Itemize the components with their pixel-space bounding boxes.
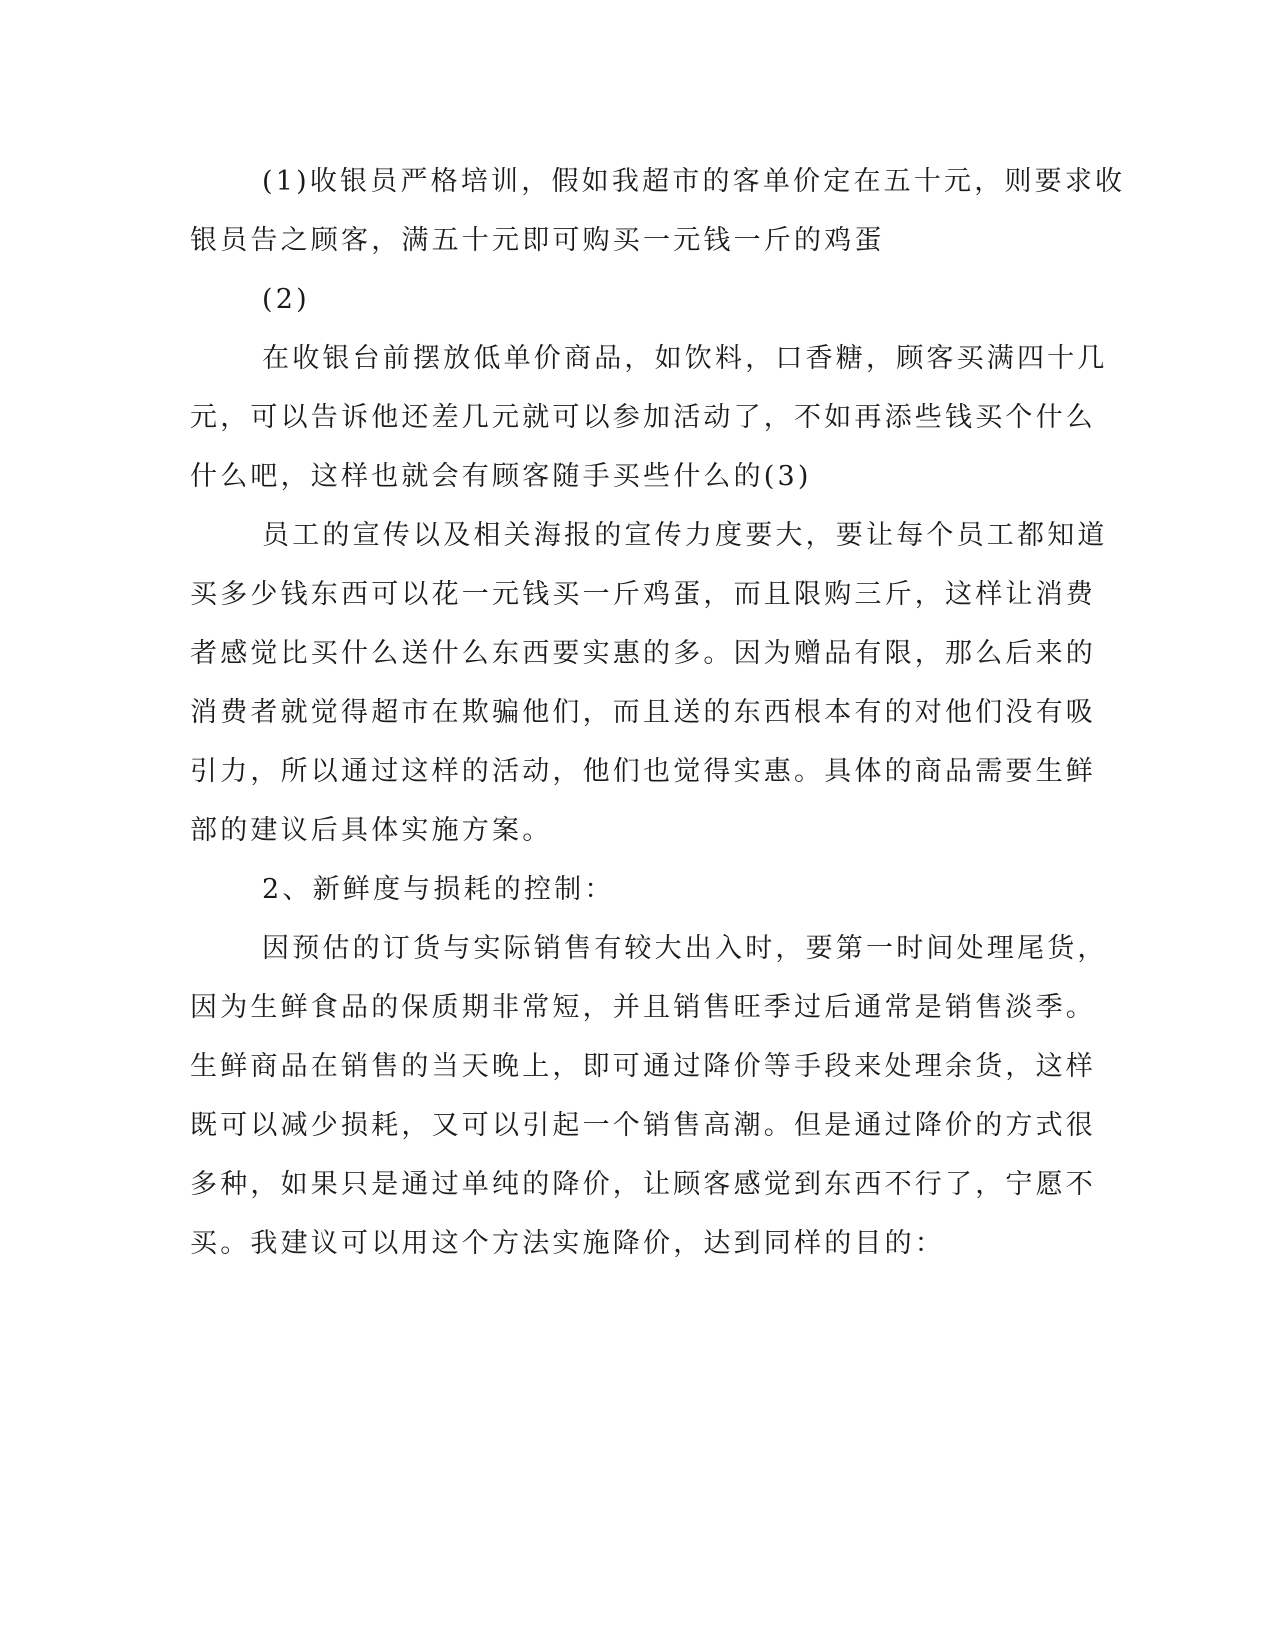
paragraph-1-line-1: (1)收银员严格培训，假如我超市的客单价定在五十元，则要求收: [262, 166, 1126, 197]
paragraph-4-line-4: 消费者就觉得超市在欺骗他们，而且送的东西根本有的对他们没有吸: [190, 697, 1096, 728]
paragraph-3-line-1: 在收银台前摆放低单价商品，如饮料，口香糖，顾客买满四十几: [262, 343, 1108, 374]
paragraph-3-line-2: 元，可以告诉他还差几元就可以参加活动了，不如再添些钱买个什么: [190, 402, 1096, 433]
section-heading: 2、新鲜度与损耗的控制：: [262, 874, 615, 905]
paragraph-4-line-1: 员工的宣传以及相关海报的宣传力度要大，要让每个员工都知道: [262, 520, 1108, 551]
paragraph-5-line-5: 多种，如果只是通过单纯的降价，让顾客感觉到东西不行了，宁愿不: [190, 1169, 1096, 1200]
paragraph-5-line-3: 生鲜商品在销售的当天晚上，即可通过降价等手段来处理余货，这样: [190, 1051, 1096, 1082]
paragraph-4-line-3: 者感觉比买什么送什么东西要实惠的多。因为赠品有限，那么后来的: [190, 638, 1096, 669]
paragraph-4-line-2: 买多少钱东西可以花一元钱买一斤鸡蛋，而且限购三斤，这样让消费: [190, 579, 1096, 610]
paragraph-4-line-6: 部的建议后具体实施方案。: [190, 815, 553, 846]
paragraph-5-line-1: 因预估的订货与实际销售有较大出入时，要第一时间处理尾货，: [262, 933, 1108, 964]
paragraph-4-line-5: 引力，所以通过这样的活动，他们也觉得实惠。具体的商品需要生鲜: [190, 756, 1096, 787]
paragraph-5-line-6: 买。我建议可以用这个方法实施降价，达到同样的目的：: [190, 1228, 945, 1259]
paragraph-5-line-4: 既可以减少损耗，又可以引起一个销售高潮。但是通过降价的方式很: [190, 1110, 1096, 1141]
paragraph-1-line-2: 银员告之顾客，满五十元即可购买一元钱一斤的鸡蛋: [190, 225, 885, 256]
paragraph-3-line-3: 什么吧，这样也就会有顾客随手买些什么的(3): [190, 461, 812, 492]
paragraph-5-line-2: 因为生鲜食品的保质期非常短，并且销售旺季过后通常是销售淡季。: [190, 992, 1096, 1023]
paragraph-2-line-1: (2): [262, 284, 310, 315]
